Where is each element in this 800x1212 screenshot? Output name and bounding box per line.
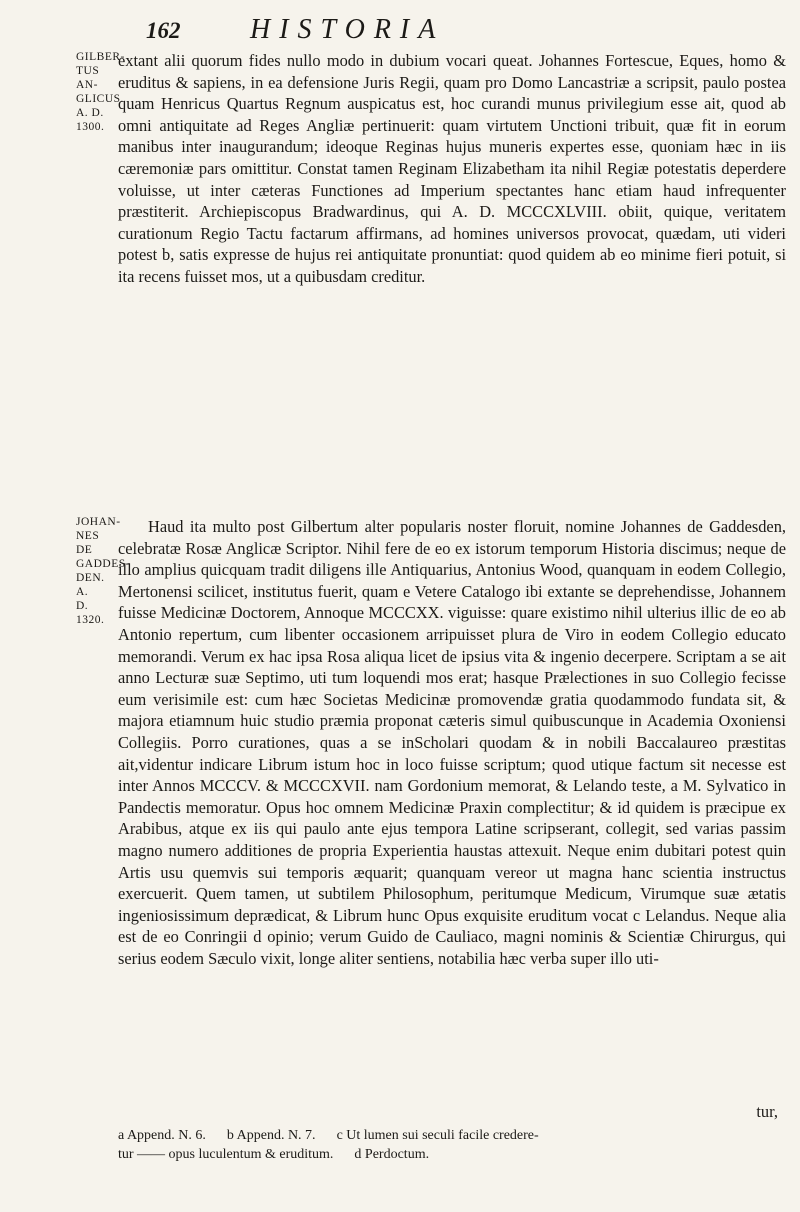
catchword: tur, bbox=[756, 1102, 778, 1121]
footnote-d: d Perdoctum. bbox=[354, 1147, 430, 1162]
margin-line: GILBER- bbox=[76, 51, 125, 63]
footnote-c: c Ut lumen sui seculi facile credere- bbox=[336, 1128, 539, 1143]
page-number: 162 bbox=[146, 18, 181, 43]
paragraph-2: Haud ita multo post Gilbertum alter popularis noster floruit, nomine Johannes de Gaddesden, celebratæ Rosæ Anglicæ Scriptor. Nihil fere de eo ex istorum temporum Historia discimus; neque de illo amplius quicquam tradit diligens ille Antiquarius, Antonius Wood, quanquam in eodem Collegio, Mertonensi scilicet, institutus fuerit, quam e Vetere Catalogo ibi extante se deprehendisse, Johannem fuisse Medicinæ Doctorem, Annoque MCCCXX. viguisse: quare existimo nihil ulterius illic de eo ab Antonio repertum, cum libenter occasionem arripuisset plura de Viro in eodem Collegio educato memorandi. Verum ex hac ipsa Rosa aliqua licet de ipsius vita & ingenio decerpere. Scriptam a se ait anno Lecturæ suæ Septimo, uti tum loquendi mos erat; hasque Prælectiones in suo Collegio fecisse eum verisimile est: cum hæc Societas Medicinæ promovendæ gratia quodammodo fundata sit, & majora etiamnum huic studio præmia proponat cæteris simul quibuscunque in Academia Oxoniensi Collegiis. Porro curationes, quas a se inScholari quodam & in nobili Baccalaureo præstitas ait,videntur indicare Librum istum hoc in loco fuisse scriptum; quod utique factum sit necesse est inter Annos MCCCV. & MCCCXVII. nam Gordonium memorat, & Lelando teste, a M. Sylvatico in Pandectis memoratur. Opus hoc omnem Medicinæ Praxin complectitur; & id quidem is præcipue ex Arabibus, atque ex iis qui paulo ante ejus tempora Latine scripserant, collegit, sed varias passim magno numero additiones de propria Experientia haustas attexuit. Neque enim dubitari potest quin Artis usu quemvis sui temporis æquarit; quanquam vereor ut magna hanc scientia instructus exercuerit. Quem tamen, ut subtilem Philosophum, peritumque Medicum, Virumque suæ ætatis ingeniosissimum deprædicat, & Librum hunc Opus exquisite eruditum vocat c Lelandus. Neque alia est de eo Conringii d opinio; verum Guido de Cauliaco, magni nominis & Scientiæ Chirurgus, qui serius eodem Sæculo vixit, longe aliter sentiens, notabilia hæc verba super illo uti- bbox=[118, 517, 786, 968]
margin-note-gilbertus bbox=[76, 50, 125, 134]
footnote-c-continued: tur —— opus luculentum & eruditum. bbox=[118, 1147, 334, 1162]
margin-line: GLICUS. bbox=[76, 93, 124, 105]
margin-line: A. D. bbox=[76, 107, 104, 119]
paragraph-block-2 bbox=[118, 516, 786, 969]
footnote-a: a Append. N. 6. bbox=[118, 1128, 206, 1143]
margin-line: NES DE bbox=[76, 530, 100, 556]
margin-line: 1300. bbox=[76, 121, 105, 133]
paragraph-block-1 bbox=[118, 50, 786, 288]
footnote-row-1 bbox=[118, 1126, 786, 1145]
footnote-row-2 bbox=[118, 1145, 786, 1164]
margin-line: JOHAN- bbox=[76, 516, 121, 528]
margin-line: TUS AN- bbox=[76, 65, 100, 91]
margin-line: GADDES- bbox=[76, 558, 130, 570]
margin-note-gaddesden bbox=[76, 515, 130, 627]
page-header bbox=[0, 14, 800, 50]
footnote-b: b Append. N. 7. bbox=[226, 1128, 316, 1143]
paragraph-1: extant alii quorum fides nullo modo in dubium vocari queat. Johannes Fortescue, Eques, homo & eruditus & sapiens, in ea defensione Juris Regii, quam pro Domo Lancastriæ a scripsit, paulo postea quam Henricus Quartus Regnum auspicatus est, hoc curandi munus privilegium esse ait, quod ab omni antiquitate ad Reges Angliæ pertinuerit: quam virtutem Unctioni tribuit, quæ fit in eorum manibus inter inaugurandum; ideoque Reginas hujus muneris expertes esse, quoniam hæc in iis cæremoniæ pars omittitur. Constat tamen Reginam Elizabetham ita nihil Regiæ potestatis deperdere voluisse, ut inter cæteras Functiones ad Imperium spectantes hanc etiam haud infrequenter præstiterit. Archiepiscopus Bradwardinus, qui A. D. MCCCXLVIII. obiit, quique, veritatem curationum Regio Tactu factarum affirmans, ad homines universos provocat, quædam, uti videri potest b, satis expresse de hujus rei antiquitate pronuntiat: quod quidem ab eo minime fieri potuit, si ita recens fuisset mos, ut a quibusdam creditur. bbox=[118, 51, 786, 286]
margin-line: D. 1320. bbox=[76, 600, 105, 626]
running-title: HISTORIA bbox=[250, 14, 445, 45]
margin-line: DEN. A. bbox=[76, 572, 105, 598]
footnotes bbox=[118, 1126, 786, 1164]
